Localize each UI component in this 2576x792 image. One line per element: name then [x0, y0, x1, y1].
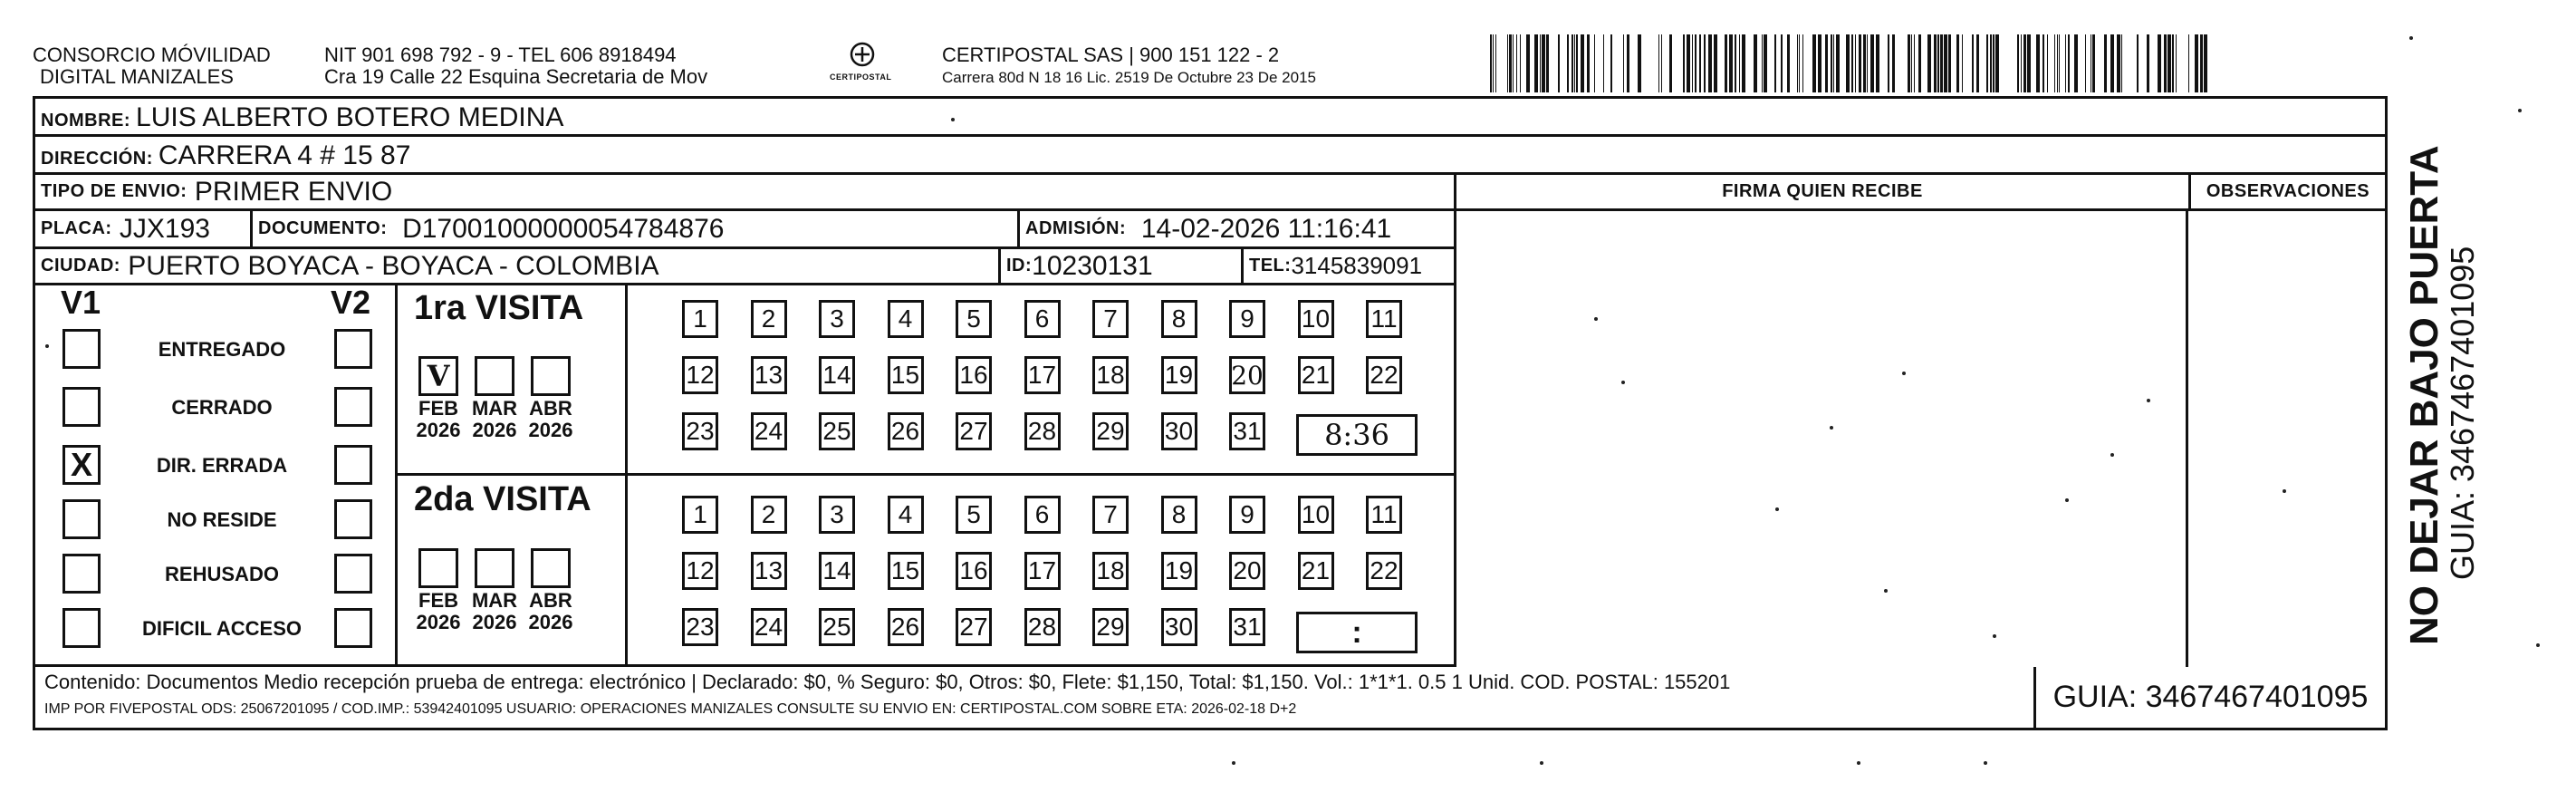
day-box[interactable]: 24 — [751, 412, 787, 450]
footer — [33, 667, 2388, 730]
day-box[interactable]: 7 — [1092, 300, 1129, 338]
day-box[interactable]: 22 — [1366, 356, 1402, 394]
day-box[interactable]: 9 — [1229, 496, 1265, 534]
admision-label: ADMISIÓN: — [1025, 218, 1127, 238]
day-box[interactable]: 29 — [1092, 608, 1129, 646]
nombre-row — [33, 99, 2388, 137]
month-checkbox[interactable] — [531, 548, 571, 588]
divider-months — [625, 285, 628, 664]
day-box[interactable]: 16 — [956, 356, 992, 394]
placa-label: PLACA: — [41, 218, 112, 238]
id-value: 10230131 — [1032, 250, 1153, 281]
month-year: 2026 — [472, 611, 517, 633]
month-checkbox[interactable] — [475, 548, 514, 588]
visits-block — [33, 285, 1456, 667]
address-line: Cra 19 Calle 22 Esquina Secretaria de Mov — [324, 65, 708, 88]
ciudad-label: CIUDAD: — [41, 256, 120, 275]
v2-checkbox[interactable] — [334, 554, 372, 594]
v2-checkbox[interactable] — [334, 329, 372, 369]
v1-label: V1 — [61, 284, 101, 321]
month-year: 2026 — [472, 419, 517, 441]
day-box[interactable]: 20 — [1229, 356, 1265, 394]
month-year: 2026 — [528, 419, 573, 441]
day-box[interactable]: 12 — [682, 356, 718, 394]
day-box[interactable]: 5 — [956, 496, 992, 534]
status-label: DIR. ERRADA — [156, 454, 288, 477]
month-name: ABR — [529, 589, 572, 612]
month-name: FEB — [418, 397, 458, 420]
day-box[interactable]: 27 — [956, 412, 992, 450]
day-box[interactable]: 8 — [1161, 496, 1197, 534]
direccion-value: CARRERA 4 # 15 87 — [158, 140, 411, 170]
day-box[interactable]: 28 — [1024, 608, 1061, 646]
nombre-value: LUIS ALBERTO BOTERO MEDINA — [136, 102, 564, 132]
day-box[interactable]: 25 — [819, 412, 855, 450]
day-box[interactable]: 9 — [1229, 300, 1265, 338]
second-visit-label: 2da VISITA — [414, 480, 591, 518]
v1-checkbox[interactable] — [62, 499, 101, 539]
day-box[interactable]: 13 — [751, 552, 787, 590]
v1-checkbox[interactable]: X — [62, 445, 101, 485]
certipostal-line: CERTIPOSTAL SAS | 900 151 122 - 2 — [942, 43, 1280, 66]
tel-label: TEL: — [1249, 256, 1292, 275]
day-box[interactable]: 3 — [819, 496, 855, 534]
admision-cell — [1020, 211, 1456, 246]
status-label: NO RESIDE — [167, 508, 277, 531]
day-box[interactable]: 14 — [819, 552, 855, 590]
status-label: ENTREGADO — [158, 338, 286, 361]
placa-value: JJX193 — [119, 213, 210, 244]
month-name: MAR — [471, 397, 518, 420]
v1-checkbox[interactable] — [62, 329, 101, 369]
month-year: 2026 — [528, 611, 573, 633]
day-box[interactable]: 18 — [1092, 552, 1129, 590]
v2-checkbox[interactable] — [334, 387, 372, 427]
side-title: NO DEJAR BAJO PUERTA — [2402, 145, 2446, 645]
tipo-envio-cell — [35, 175, 1456, 208]
month-checkbox[interactable] — [418, 548, 458, 588]
v1-checkbox[interactable] — [62, 608, 101, 648]
day-box[interactable]: 25 — [819, 608, 855, 646]
day-box[interactable]: 2 — [751, 300, 787, 338]
contenido-line: Contenido: Documentos Medio recepción prueba de entrega: electrónico | Declarado: $0, % Seguro: $0, Otros: $0, Flete: $1,150, Total: $1,150. Vol.: 1*1*1. 0.5 1 Unid. COD. POSTAL: 155201 — [44, 671, 1731, 693]
day-box[interactable]: 11 — [1366, 300, 1402, 338]
placa-cell — [35, 211, 253, 246]
barcode — [1490, 34, 2210, 92]
day-box[interactable]: 5 — [956, 300, 992, 338]
second-visit-time[interactable]: : — [1296, 612, 1418, 653]
day-box[interactable]: 21 — [1298, 552, 1334, 590]
month-name: MAR — [471, 589, 518, 612]
status-label: DIFICIL ACCESO — [141, 617, 302, 640]
first-visit-label: 1ra VISITA — [414, 289, 584, 327]
company-name-line1: CONSORCIO MÓVILIDAD — [33, 43, 271, 66]
v2-label: V2 — [331, 284, 371, 321]
day-box[interactable]: 17 — [1024, 552, 1061, 590]
day-box[interactable]: 8 — [1161, 300, 1197, 338]
admision-value: 14-02-2026 11:16:41 — [1140, 213, 1392, 244]
day-box[interactable]: 28 — [1024, 412, 1061, 450]
ciudad-row — [33, 249, 1456, 285]
day-box[interactable]: 4 — [888, 496, 924, 534]
observaciones-label: OBSERVACIONES — [2206, 181, 2370, 201]
day-box[interactable]: 18 — [1092, 356, 1129, 394]
ciudad-value: PUERTO BOYACA - BOYACA - COLOMBIA — [128, 250, 659, 281]
company-name-line2: DIGITAL MANIZALES — [40, 65, 234, 88]
day-box[interactable]: 26 — [888, 412, 924, 450]
tipo-envio-value: PRIMER ENVIO — [194, 176, 393, 207]
day-box[interactable]: 31 — [1229, 608, 1265, 646]
day-box[interactable]: 3 — [819, 300, 855, 338]
day-box[interactable]: 10 — [1298, 496, 1334, 534]
logo-text: CERTIPOSTAL — [830, 72, 892, 82]
day-box[interactable]: 21 — [1298, 356, 1334, 394]
day-box[interactable]: 7 — [1092, 496, 1129, 534]
v2-checkbox[interactable] — [334, 445, 372, 485]
day-box[interactable]: 30 — [1161, 608, 1197, 646]
direccion-row — [33, 137, 2388, 175]
firma-area — [1454, 211, 2188, 667]
day-box[interactable]: 30 — [1161, 412, 1197, 450]
documento-label: DOCUMENTO: — [258, 218, 388, 238]
first-visit-time[interactable]: 8:36 — [1296, 414, 1418, 456]
day-box[interactable]: 31 — [1229, 412, 1265, 450]
divider-visits — [395, 473, 1456, 476]
day-box[interactable]: 2 — [751, 496, 787, 534]
day-box[interactable]: 1 — [682, 300, 718, 338]
month-checkbox[interactable]: V — [418, 356, 458, 396]
id-cell — [1001, 249, 1244, 283]
day-box[interactable]: 29 — [1092, 412, 1129, 450]
month-name: ABR — [529, 397, 572, 420]
id-label: ID: — [1006, 256, 1033, 275]
month-year: 2026 — [416, 611, 461, 633]
day-box[interactable]: 27 — [956, 608, 992, 646]
day-box[interactable]: 15 — [888, 356, 924, 394]
day-box[interactable]: 23 — [682, 412, 718, 450]
day-box[interactable]: 12 — [682, 552, 718, 590]
day-box[interactable]: 19 — [1161, 552, 1197, 590]
day-box[interactable]: 19 — [1161, 356, 1197, 394]
day-box[interactable]: 26 — [888, 608, 924, 646]
day-box[interactable]: 17 — [1024, 356, 1061, 394]
day-box[interactable]: 4 — [888, 300, 924, 338]
month-name: FEB — [418, 589, 458, 612]
nit-line: NIT 901 698 792 - 9 - TEL 606 8918494 — [324, 43, 677, 66]
day-box[interactable]: 15 — [888, 552, 924, 590]
firma-label: FIRMA QUIEN RECIBE — [1722, 181, 1923, 201]
day-box[interactable]: 6 — [1024, 496, 1061, 534]
v2-checkbox[interactable] — [334, 608, 372, 648]
tipo-envio-row — [33, 175, 2388, 211]
day-box[interactable]: 11 — [1366, 496, 1402, 534]
day-box[interactable]: 13 — [751, 356, 787, 394]
day-box[interactable]: 10 — [1298, 300, 1334, 338]
day-box[interactable]: 16 — [956, 552, 992, 590]
tel-cell — [1244, 249, 1456, 283]
imp-line: IMP POR FIVEPOSTAL ODS: 25067201095 / COD.IMP.: 53942401095 USUARIO: OPERACIONES MANIZALES CONSULTE SU ENVIO EN: CERTIPOSTAL.COM SOBRE ETA: 2026-02-18 D+2 — [44, 701, 1297, 717]
day-box[interactable]: 22 — [1366, 552, 1402, 590]
observaciones-area — [2188, 211, 2388, 667]
direccion-label: DIRECCIÓN: — [41, 149, 153, 169]
documento-cell — [253, 211, 1020, 246]
v1-checkbox[interactable] — [62, 554, 101, 594]
documento-value: D17001000000054784876 — [402, 213, 725, 244]
day-box[interactable]: 24 — [751, 608, 787, 646]
footer-guia: GUIA: 3467467401095 — [2033, 667, 2385, 728]
status-label: CERRADO — [171, 396, 273, 419]
nombre-label: NOMBRE: — [41, 111, 131, 130]
side-guia: GUIA: 3467467401095 — [2444, 246, 2481, 580]
certipostal-logo — [826, 40, 899, 91]
placa-row — [33, 211, 1456, 249]
month-year: 2026 — [416, 419, 461, 441]
month-checkbox[interactable] — [531, 356, 571, 396]
v1-checkbox[interactable] — [62, 387, 101, 427]
day-box[interactable]: 20 — [1229, 552, 1265, 590]
day-box[interactable]: 23 — [682, 608, 718, 646]
day-box[interactable]: 6 — [1024, 300, 1061, 338]
observaciones-header — [2191, 175, 2385, 208]
tipo-envio-label: TIPO DE ENVIO: — [41, 181, 187, 201]
v2-checkbox[interactable] — [334, 499, 372, 539]
month-checkbox[interactable] — [475, 356, 514, 396]
day-box[interactable]: 14 — [819, 356, 855, 394]
ciudad-cell — [35, 249, 1001, 283]
status-label: REHUSADO — [165, 563, 279, 585]
day-box[interactable]: 1 — [682, 496, 718, 534]
tel-value: 3145839091 — [1291, 252, 1423, 279]
firma-header — [1456, 175, 2191, 208]
certipostal-address: Carrera 80d N 18 16 Lic. 2519 De Octubre 23 De 2015 — [942, 69, 1316, 86]
